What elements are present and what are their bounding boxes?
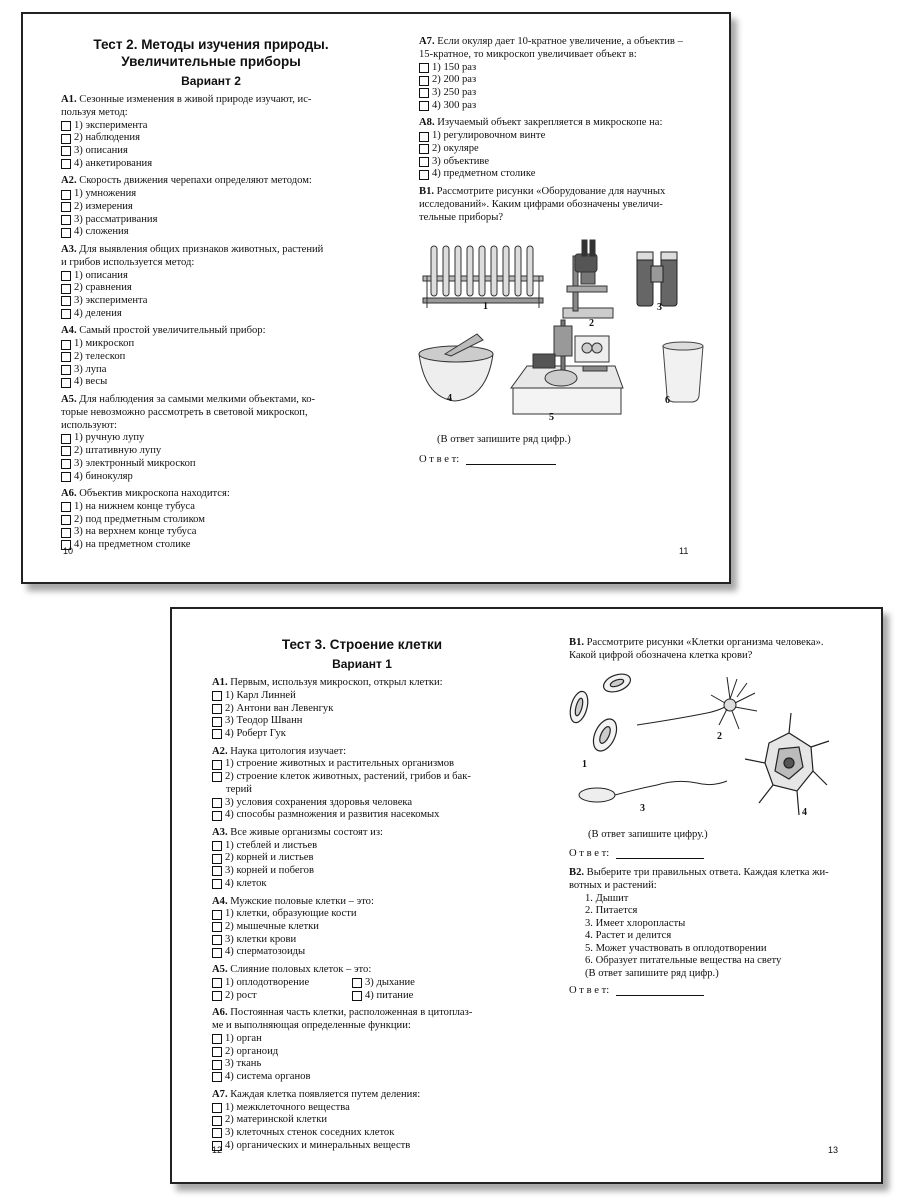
spread-pages-12-13 bbox=[170, 607, 883, 1184]
checkbox[interactable] bbox=[61, 146, 71, 156]
option[interactable] bbox=[419, 62, 709, 75]
question-label: В1. bbox=[569, 637, 585, 648]
option[interactable] bbox=[61, 471, 361, 484]
checkbox[interactable] bbox=[212, 991, 222, 1001]
question-text: Для выявления общих признаков животных, растений bbox=[76, 244, 324, 256]
checkbox[interactable] bbox=[212, 1116, 222, 1126]
option[interactable] bbox=[212, 809, 512, 822]
question-label: А2. bbox=[61, 175, 77, 187]
option[interactable] bbox=[61, 539, 361, 552]
checkbox[interactable] bbox=[61, 284, 71, 294]
option[interactable] bbox=[212, 977, 352, 990]
option[interactable] bbox=[61, 201, 361, 214]
question-label: А1. bbox=[61, 94, 77, 105]
figure-number: 3 bbox=[640, 803, 645, 814]
checkbox[interactable] bbox=[212, 798, 222, 808]
question-text: Выберите три правильных ответа. Каждая клетка жи- bbox=[584, 867, 829, 878]
checkbox[interactable] bbox=[419, 88, 429, 98]
sperm-cell-image bbox=[579, 781, 727, 802]
question-b2 bbox=[569, 867, 859, 980]
question-label: А1. bbox=[212, 677, 228, 688]
question-a8 bbox=[419, 117, 709, 181]
question-text-cont: тельные приборы? bbox=[419, 211, 504, 223]
title-line-1: Тест 2. Методы изучения природы. bbox=[93, 37, 329, 52]
option[interactable] bbox=[61, 145, 361, 158]
question-text: Самый простой увеличительный прибор: bbox=[76, 325, 266, 337]
option-text: 4) клеток bbox=[225, 877, 267, 889]
microscope-image bbox=[563, 240, 613, 318]
option-text: 1) описания bbox=[74, 269, 128, 281]
test-title: Тест 3. Строение клетки bbox=[281, 637, 443, 652]
question-text-cont: ме и выполняющая определенные функции: bbox=[212, 1020, 411, 1032]
checkbox[interactable] bbox=[61, 378, 71, 388]
list-item: 6. Образует питательные вещества на свету bbox=[585, 955, 782, 967]
option[interactable] bbox=[61, 526, 361, 539]
question-text: Сезонные изменения в живой природе изучают, ис- bbox=[76, 94, 312, 105]
option[interactable] bbox=[61, 338, 361, 351]
checkbox[interactable] bbox=[212, 1034, 222, 1044]
option[interactable] bbox=[61, 226, 361, 239]
option[interactable] bbox=[61, 376, 361, 389]
checkbox[interactable] bbox=[419, 63, 429, 73]
question-text-cont: 15-кратное, то микроскоп увеличивает объект в: bbox=[419, 48, 637, 60]
option-text: 3) условия сохранения здоровья человека bbox=[225, 796, 413, 808]
option[interactable] bbox=[212, 990, 352, 1003]
option-text: 1) на нижнем конце тубуса bbox=[74, 501, 195, 513]
question-text: Постоянная часть клетки, расположенная в цитоплаз- bbox=[227, 1007, 473, 1019]
option-text: 3) электронный микроскоп bbox=[74, 457, 196, 469]
checkbox[interactable] bbox=[61, 365, 71, 375]
option[interactable] bbox=[61, 282, 361, 295]
option-text: 3) лупа bbox=[74, 363, 107, 375]
checkbox[interactable] bbox=[61, 134, 71, 144]
option-text: 1) клетки, образующие кости bbox=[225, 908, 357, 920]
option-text: 4) анкетирования bbox=[74, 157, 153, 169]
option[interactable] bbox=[212, 1046, 512, 1059]
checkbox[interactable] bbox=[212, 811, 222, 821]
option-text: 3) дыхание bbox=[365, 976, 415, 988]
option-text: 3) 250 раз bbox=[432, 87, 477, 98]
option-text: 2) штативную лупу bbox=[74, 445, 162, 457]
checkbox[interactable] bbox=[212, 704, 222, 714]
checkbox[interactable] bbox=[212, 1103, 222, 1113]
question-label: А6. bbox=[212, 1007, 228, 1019]
checkbox[interactable] bbox=[61, 121, 71, 131]
question-a5 bbox=[61, 394, 361, 483]
spread-pages-10-11 bbox=[21, 12, 731, 584]
question-text: Объектив микроскопа находится: bbox=[76, 488, 230, 500]
page-11 bbox=[419, 36, 709, 224]
question-a2 bbox=[212, 746, 512, 822]
question-text-cont: пользуя метод: bbox=[61, 106, 128, 118]
question-label: В2. bbox=[569, 867, 585, 878]
option[interactable] bbox=[61, 132, 361, 145]
question-a7 bbox=[212, 1089, 512, 1153]
option[interactable] bbox=[212, 878, 512, 891]
checkbox[interactable] bbox=[61, 446, 71, 456]
question-a4 bbox=[212, 896, 512, 960]
option-text: 1) орган bbox=[225, 1032, 262, 1044]
option-text: 2) корней и листьев bbox=[225, 852, 314, 864]
question-text: Слияние половых клеток – это: bbox=[227, 964, 372, 976]
checkbox[interactable] bbox=[212, 729, 222, 739]
option-text: 1) строение животных и растительных организмов bbox=[225, 758, 455, 770]
answer-input-line[interactable] bbox=[616, 858, 704, 859]
option-text: 4) 300 раз bbox=[432, 99, 477, 111]
checkbox[interactable] bbox=[212, 978, 222, 988]
page-number: 10 bbox=[63, 546, 74, 556]
option[interactable] bbox=[212, 1102, 512, 1115]
list-item: 2. Питается bbox=[585, 905, 638, 917]
bone-cell-image bbox=[745, 713, 829, 815]
question-text: Рассмотрите рисунки «Клетки организма человека». bbox=[584, 637, 824, 648]
checkbox[interactable] bbox=[61, 459, 71, 469]
equipment-illustration bbox=[415, 226, 705, 431]
option-text: 1) оплодотворение bbox=[225, 976, 310, 988]
option-text: 4) бинокуляр bbox=[74, 470, 133, 482]
option-text: 1) регулировочном винте bbox=[432, 130, 546, 142]
option-text: 3) корней и побегов bbox=[225, 865, 314, 877]
option[interactable] bbox=[212, 715, 512, 728]
option-text: 2) органоид bbox=[225, 1045, 279, 1057]
option-text: 1) Карл Линней bbox=[225, 689, 296, 701]
list-item: 4. Растет и делится bbox=[585, 930, 672, 942]
question-a7 bbox=[419, 36, 709, 112]
list-item: 3. Имеет хлоропласты bbox=[585, 917, 686, 929]
question-text: Рассмотрите рисунки «Оборудование для научных bbox=[434, 186, 666, 198]
question-label: А6. bbox=[61, 488, 77, 500]
test-title bbox=[61, 36, 361, 70]
list-item: 1. Дышит bbox=[585, 892, 629, 904]
option[interactable] bbox=[212, 703, 512, 716]
checkbox[interactable] bbox=[212, 772, 222, 782]
checkbox[interactable] bbox=[61, 309, 71, 319]
option[interactable] bbox=[212, 840, 512, 853]
option[interactable] bbox=[61, 308, 361, 321]
option-text: 4) сперматозоиды bbox=[225, 946, 306, 958]
figure-number: 2 bbox=[717, 731, 722, 742]
checkbox[interactable] bbox=[212, 935, 222, 945]
variant-label: Вариант 1 bbox=[332, 657, 392, 671]
option[interactable] bbox=[212, 797, 512, 810]
option[interactable] bbox=[419, 100, 709, 113]
checkbox[interactable] bbox=[352, 978, 362, 988]
option-text: 3) клеточных стенок соседних клеток bbox=[225, 1126, 395, 1138]
checkbox[interactable] bbox=[212, 866, 222, 876]
checkbox[interactable] bbox=[212, 691, 222, 701]
option[interactable] bbox=[352, 977, 415, 990]
option[interactable] bbox=[61, 120, 361, 133]
answer-hint: (В ответ запишите цифру.) bbox=[588, 829, 708, 840]
test-tube-rack-image bbox=[423, 246, 543, 308]
option[interactable] bbox=[212, 1033, 512, 1046]
checkbox[interactable] bbox=[212, 854, 222, 864]
option-text: 1) эксперимента bbox=[74, 119, 148, 131]
answer-row bbox=[569, 848, 704, 859]
question-text: Первым, используя микроскоп, открыл клетки: bbox=[227, 677, 443, 688]
option-text: 4) система органов bbox=[225, 1071, 311, 1083]
answer-input-line[interactable] bbox=[466, 464, 556, 465]
option[interactable] bbox=[212, 946, 512, 959]
question-label: А4. bbox=[212, 895, 228, 907]
option[interactable] bbox=[419, 74, 709, 87]
option-text: 4) Роберт Гук bbox=[225, 727, 286, 739]
question-text: Каждая клетка появляется путем деления: bbox=[227, 1088, 421, 1100]
option-text: 2) наблюдения bbox=[74, 132, 140, 144]
checkbox[interactable] bbox=[419, 157, 429, 167]
question-a1 bbox=[61, 94, 361, 170]
option-text: 2) Антони ван Левенгук bbox=[225, 702, 334, 714]
option-text: 1) 150 раз bbox=[432, 61, 477, 73]
checkbox[interactable] bbox=[212, 1047, 222, 1057]
option-text: 2) сравнения bbox=[74, 282, 132, 294]
option-text: 3) ткань bbox=[225, 1058, 262, 1070]
option-text: 3) на верхнем конце тубуса bbox=[74, 526, 197, 538]
checkbox[interactable] bbox=[61, 502, 71, 512]
option-text: 4) питание bbox=[365, 989, 414, 1001]
checkbox[interactable] bbox=[61, 340, 71, 350]
question-text: Мужские половые клетки – это: bbox=[227, 895, 374, 907]
option[interactable] bbox=[419, 156, 709, 169]
option-text: 2) 200 раз bbox=[432, 74, 477, 86]
figure-number: 4 bbox=[447, 393, 452, 404]
question-a3 bbox=[61, 244, 361, 320]
answer-hint: (В ответ запишите ряд цифр.) bbox=[585, 967, 719, 979]
option[interactable] bbox=[212, 1071, 512, 1084]
option[interactable] bbox=[61, 270, 361, 283]
option[interactable] bbox=[212, 852, 512, 865]
option[interactable] bbox=[61, 214, 361, 227]
question-label: А3. bbox=[212, 826, 228, 838]
question-a4 bbox=[61, 325, 361, 389]
question-text: Все живые организмы состоят из: bbox=[227, 826, 383, 838]
beaker-image bbox=[663, 342, 703, 402]
option-text: 4) деления bbox=[74, 307, 122, 319]
question-text: Если окуляр дает 10-кратное увеличение, а объектив – bbox=[434, 36, 683, 47]
option-text: 1) умножения bbox=[74, 188, 137, 200]
neuron-image bbox=[637, 677, 757, 729]
option[interactable] bbox=[61, 432, 361, 445]
option-text: 3) Теодор Шванн bbox=[225, 715, 303, 727]
question-a2 bbox=[61, 175, 361, 239]
page-number: 13 bbox=[828, 1145, 839, 1155]
answer-label: О т в е т: bbox=[569, 985, 610, 996]
checkbox[interactable] bbox=[212, 717, 222, 727]
option[interactable] bbox=[212, 1140, 512, 1153]
option-text: 1) межклеточного вещества bbox=[225, 1101, 350, 1113]
option-text: 3) рассматривания bbox=[74, 213, 158, 225]
page-number: 11 bbox=[679, 546, 689, 556]
checkbox[interactable] bbox=[61, 515, 71, 525]
question-a6 bbox=[61, 488, 361, 552]
figure-number: 4 bbox=[802, 807, 807, 818]
figure-number: 3 bbox=[657, 302, 662, 313]
option[interactable] bbox=[212, 728, 512, 741]
option[interactable] bbox=[419, 168, 709, 181]
checkbox[interactable] bbox=[419, 76, 429, 86]
option-text: 2) мышечные клетки bbox=[225, 921, 319, 933]
option[interactable] bbox=[61, 501, 361, 514]
checkbox[interactable] bbox=[419, 144, 429, 154]
question-text-cont: Какой цифрой обозначена клетка крови? bbox=[569, 649, 753, 661]
checkbox[interactable] bbox=[212, 1060, 222, 1070]
answer-label: О т в е т: bbox=[419, 454, 460, 465]
checkbox[interactable] bbox=[61, 215, 71, 225]
blood-cells-image bbox=[567, 671, 633, 755]
checkbox[interactable] bbox=[61, 190, 71, 200]
figure-number: 1 bbox=[483, 301, 488, 312]
question-label: А4. bbox=[61, 325, 77, 337]
option-text: 4) на предметном столике bbox=[74, 539, 191, 551]
checkbox[interactable] bbox=[61, 271, 71, 281]
checkbox[interactable] bbox=[61, 352, 71, 362]
option-text: 2) рост bbox=[225, 989, 257, 1001]
figure-number: 6 bbox=[665, 395, 670, 406]
page-12 bbox=[212, 637, 512, 1152]
question-label: А8. bbox=[419, 117, 435, 129]
option[interactable] bbox=[61, 445, 361, 458]
question-text-cont: используют: bbox=[61, 419, 117, 431]
option[interactable] bbox=[212, 1114, 512, 1127]
checkbox[interactable] bbox=[61, 228, 71, 238]
checkbox[interactable] bbox=[61, 159, 71, 169]
checkbox[interactable] bbox=[212, 879, 222, 889]
checkbox[interactable] bbox=[419, 132, 429, 142]
option[interactable] bbox=[61, 295, 361, 308]
option[interactable] bbox=[212, 771, 512, 784]
option-text: 2) окуляре bbox=[432, 142, 479, 154]
question-a1 bbox=[212, 677, 512, 741]
question-b1 bbox=[569, 637, 859, 663]
question-a3 bbox=[212, 827, 512, 891]
checkbox[interactable] bbox=[352, 991, 362, 1001]
checkbox[interactable] bbox=[212, 948, 222, 958]
option-continuation: терий bbox=[226, 783, 252, 795]
option-text: 4) весы bbox=[74, 376, 108, 388]
option[interactable] bbox=[419, 130, 709, 143]
page-10 bbox=[61, 36, 361, 552]
checkbox[interactable] bbox=[212, 760, 222, 770]
option[interactable] bbox=[61, 514, 361, 527]
page-13 bbox=[569, 637, 859, 663]
figure-number: 2 bbox=[589, 318, 594, 329]
question-a5 bbox=[212, 964, 512, 1002]
answer-label: О т в е т: bbox=[569, 848, 610, 859]
option-text: 3) клетки крови bbox=[225, 933, 297, 945]
answer-input-line[interactable] bbox=[616, 995, 704, 996]
question-label: А5. bbox=[212, 964, 228, 976]
option-text: 4) сложения bbox=[74, 226, 129, 238]
question-label: А2. bbox=[212, 745, 228, 757]
question-text: Скорость движения черепахи определяют методом: bbox=[76, 175, 312, 187]
option[interactable] bbox=[419, 87, 709, 100]
question-label: В1. bbox=[419, 186, 435, 198]
option[interactable] bbox=[212, 908, 512, 921]
option[interactable] bbox=[212, 1127, 512, 1140]
checkbox[interactable] bbox=[419, 170, 429, 180]
option-text: 1) микроскоп bbox=[74, 338, 135, 350]
mortar-image bbox=[419, 334, 493, 401]
option-text: 4) предметном столике bbox=[432, 168, 536, 180]
option-text: 3) объективе bbox=[432, 155, 490, 167]
question-label: А5. bbox=[61, 394, 77, 406]
answer-row bbox=[419, 454, 556, 465]
checkbox[interactable] bbox=[61, 434, 71, 444]
checkbox[interactable] bbox=[212, 1128, 222, 1138]
checkbox[interactable] bbox=[419, 101, 429, 111]
option-text: 4) способы размножения и развития насекомых bbox=[225, 809, 440, 821]
option[interactable] bbox=[419, 143, 709, 156]
variant-label: Вариант 2 bbox=[181, 74, 241, 88]
option[interactable] bbox=[212, 934, 512, 947]
answer-row bbox=[569, 985, 704, 996]
question-a6 bbox=[212, 1007, 512, 1083]
question-text-cont: и грибов используется метод: bbox=[61, 256, 195, 268]
title-line-2: Увеличительные приборы bbox=[121, 54, 301, 69]
question-label: А3. bbox=[61, 244, 77, 256]
option-text: 4) органических и минеральных веществ bbox=[225, 1139, 411, 1151]
option[interactable] bbox=[61, 351, 361, 364]
list-item: 5. Может участвовать в оплодотворении bbox=[585, 942, 767, 954]
question-text: Наука цитология изучает: bbox=[227, 745, 347, 757]
binoculars-image bbox=[637, 252, 677, 306]
page-number: 12 bbox=[212, 1145, 223, 1155]
option[interactable] bbox=[61, 158, 361, 171]
question-label: А7. bbox=[419, 36, 435, 47]
question-text-cont: вотных и растений: bbox=[569, 879, 657, 891]
question-label: А7. bbox=[212, 1088, 228, 1100]
checkbox[interactable] bbox=[61, 296, 71, 306]
checkbox[interactable] bbox=[212, 841, 222, 851]
option[interactable] bbox=[352, 990, 415, 1003]
option[interactable] bbox=[212, 690, 512, 703]
checkbox[interactable] bbox=[61, 472, 71, 482]
question-text-cont: торые невозможно рассмотреть в световой микроскоп, bbox=[61, 406, 308, 418]
option[interactable] bbox=[61, 364, 361, 377]
option-text: 2) материнской клетки bbox=[225, 1114, 328, 1126]
option-text: 2) строение клеток животных, растений, грибов и бак- bbox=[225, 771, 471, 783]
answer-hint: (В ответ запишите ряд цифр.) bbox=[437, 434, 571, 445]
figure-number: 5 bbox=[549, 412, 554, 423]
option-text: 2) измерения bbox=[74, 200, 133, 212]
option-text: 2) под предметным столиком bbox=[74, 513, 205, 525]
question-text: Изучаемый объект закрепляется в микроскопе на: bbox=[434, 117, 663, 129]
option-text: 3) эксперимента bbox=[74, 295, 148, 307]
option[interactable] bbox=[61, 458, 361, 471]
option[interactable] bbox=[212, 758, 512, 771]
option[interactable] bbox=[61, 188, 361, 201]
cells-illustration bbox=[567, 667, 857, 827]
option-text: 3) описания bbox=[74, 145, 128, 156]
checkbox[interactable] bbox=[212, 1072, 222, 1082]
option-text: 2) телескоп bbox=[74, 350, 126, 362]
checkbox[interactable] bbox=[212, 910, 222, 920]
option-text: 1) ручную лупу bbox=[74, 432, 145, 444]
option[interactable] bbox=[212, 921, 512, 934]
checkbox[interactable] bbox=[212, 922, 222, 932]
question-text-cont: исследований». Каким цифрами обозначены увеличи- bbox=[419, 198, 663, 210]
option[interactable] bbox=[212, 865, 512, 878]
laboratory-equipment-image bbox=[511, 320, 623, 414]
option[interactable] bbox=[212, 1058, 512, 1071]
checkbox[interactable] bbox=[61, 202, 71, 212]
question-b1 bbox=[419, 186, 709, 224]
question-text: Для наблюдения за самыми мелкими объектами, ко- bbox=[76, 394, 316, 406]
checkbox[interactable] bbox=[61, 528, 71, 538]
figure-number: 1 bbox=[582, 759, 587, 770]
option-text: 1) стеблей и листьев bbox=[225, 839, 318, 851]
